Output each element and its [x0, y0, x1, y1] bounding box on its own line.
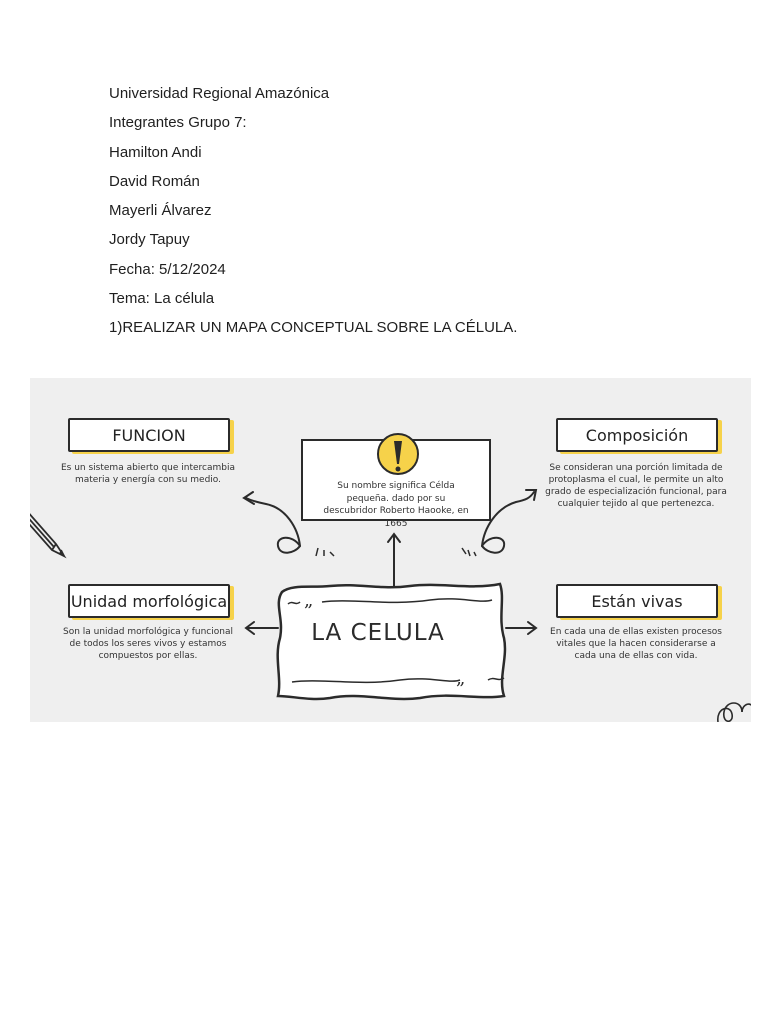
sparkle-marks	[316, 548, 476, 556]
quote-close: „	[456, 668, 466, 689]
quote-open: „	[304, 590, 314, 611]
unidad-box	[68, 584, 230, 618]
exclamation-icon	[378, 434, 418, 474]
group-label: Integrantes Grupo 7:	[109, 114, 247, 132]
unidad-label: Unidad morfológica	[70, 591, 228, 611]
date-line: Fecha: 5/12/2024	[109, 260, 226, 278]
spiral-doodle-icon	[718, 703, 751, 722]
vivas-label: Están vivas	[591, 591, 683, 611]
center-title: LA CELULA	[311, 620, 445, 646]
document-header	[109, 84, 517, 348]
top-note-text: Su nombre significa Célda pequeña. dado por su descubridor Roberto Haooke, en 1665	[323, 481, 469, 529]
member-name: David Román	[109, 172, 200, 190]
pencil-icon	[30, 510, 64, 556]
member-name: Mayerli Álvarez	[109, 202, 212, 220]
concept-map	[30, 378, 751, 722]
task-line: 1)REALIZAR UN MAPA CONCEPTUAL SOBRE LA CÉLULA.	[109, 319, 518, 337]
member-name: Jordy Tapuy	[109, 231, 190, 249]
member-name: Hamilton Andi	[109, 143, 202, 161]
vivas-box	[556, 584, 718, 618]
university-name: Universidad Regional Amazónica	[109, 85, 330, 102]
topic-line: Tema: La célula	[109, 290, 215, 308]
composicion-description: Se consideran una porción limitada de protoplasma el cual, le permite un alto grado de especialización funcional, para cualquier tejido al que pertenezca.	[545, 463, 727, 509]
squiggle-line	[288, 602, 300, 604]
composicion-box	[556, 418, 718, 452]
funcion-label: FUNCION	[112, 425, 186, 445]
funcion-box	[68, 418, 230, 452]
vivas-description: En cada una de ellas existen procesos vitales que la hacen considerarse a cada una de ellas con vida.	[550, 627, 722, 661]
squiggle-line	[488, 678, 504, 680]
unidad-description: Son la unidad morfológica y funcional de todos los seres vivos y estamos compuestos por ellas.	[62, 627, 233, 661]
composicion-label: Composición	[585, 425, 689, 445]
funcion-description: Es un sistema abierto que intercambia materia y energía con su medio.	[60, 463, 235, 485]
